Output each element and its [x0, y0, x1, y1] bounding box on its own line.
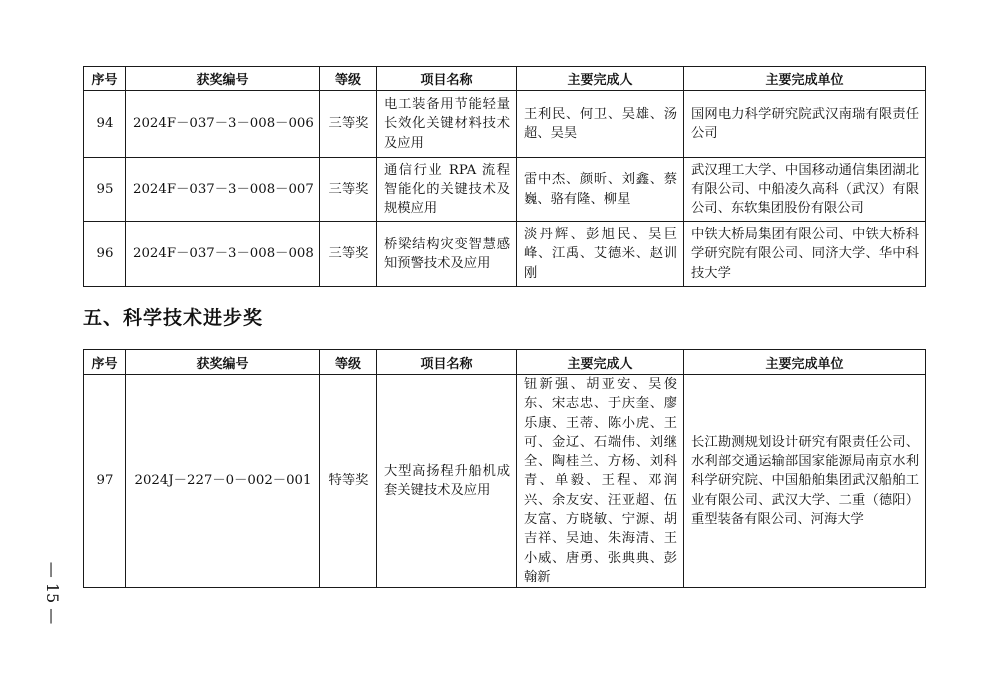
cell-index: 94 [84, 91, 126, 158]
header-award-code: 获奖编号 [126, 350, 320, 375]
header-award-level: 等级 [320, 67, 377, 91]
header-main-units: 主要完成单位 [684, 67, 926, 91]
section-title: 五、科学技术进步奖 [83, 307, 264, 329]
cell-award-level: 三等奖 [320, 91, 377, 158]
cell-award-code: 2024F－037－3－008－007 [126, 158, 320, 222]
cell-main-contributors: 淡丹辉、彭旭民、吴巨峰、江禹、艾德米、赵训刚 [517, 222, 684, 287]
table-body [84, 375, 926, 588]
table-header [84, 67, 926, 91]
header-project-name: 项目名称 [377, 67, 517, 91]
cell-main-contributors: 王利民、何卫、吴雄、汤超、吴昊 [517, 91, 684, 158]
cell-award-level: 三等奖 [320, 222, 377, 287]
cell-award-code: 2024F－037－3－008－008 [126, 222, 320, 287]
cell-index: 96 [84, 222, 126, 287]
cell-award-code: 2024J－227－0－002－001 [126, 375, 320, 588]
header-main-units: 主要完成单位 [684, 350, 926, 375]
table-row [84, 91, 926, 158]
page-number: — 15 — [43, 561, 62, 625]
cell-main-contributors: 雷中杰、颜昕、刘鑫、蔡巍、骆有隆、柳星 [517, 158, 684, 222]
cell-main-units: 长江勘测规划设计研究有限责任公司、水利部交通运输部国家能源局南京水利科学研究院、中国船舶集团武汉船舶工业有限公司、武汉大学、二重（德阳）重型装备有限公司、河海大学 [684, 375, 926, 588]
cell-main-units: 武汉理工大学、中国移动通信集团湖北有限公司、中船凌久高科（武汉）有限公司、东软集团股份有限公司 [684, 158, 926, 222]
cell-award-level: 三等奖 [320, 158, 377, 222]
award-table-science-progress [83, 349, 926, 588]
table-header [84, 350, 926, 375]
header-award-code: 获奖编号 [126, 67, 320, 91]
cell-main-contributors: 钮新强、胡亚安、吴俊东、宋志忠、于庆奎、廖乐康、王蒂、陈小虎、王可、金辽、石端伟、刘继全、陶桂兰、方杨、刘科青、单毅、王程、邓润兴、余友安、汪亚超、伍友富、方晓敏、宁源、胡吉祥、吴迪、朱海清、王小威、唐勇、张典典、彭翰新 [517, 375, 684, 588]
cell-main-units: 国网电力科学研究院武汉南瑞有限责任公司 [684, 91, 926, 158]
header-award-level: 等级 [320, 350, 377, 375]
header-main-contributors: 主要完成人 [517, 67, 684, 91]
header-project-name: 项目名称 [377, 350, 517, 375]
header-main-contributors: 主要完成人 [517, 350, 684, 375]
award-table-third-prize [83, 66, 926, 287]
header-row [84, 350, 926, 375]
table-row [84, 375, 926, 588]
cell-main-units: 中铁大桥局集团有限公司、中铁大桥科学研究院有限公司、同济大学、华中科技大学 [684, 222, 926, 287]
table-row [84, 222, 926, 287]
header-row [84, 67, 926, 91]
cell-index: 95 [84, 158, 126, 222]
header-index: 序号 [84, 67, 126, 91]
cell-award-level: 特等奖 [320, 375, 377, 588]
table-body [84, 91, 926, 287]
cell-project-name: 通信行业 RPA 流程智能化的关键技术及规模应用 [377, 158, 517, 222]
cell-award-code: 2024F－037－3－008－006 [126, 91, 320, 158]
cell-project-name: 桥梁结构灾变智慧感知预警技术及应用 [377, 222, 517, 287]
table-row [84, 158, 926, 222]
cell-project-name: 大型高扬程升船机成套关键技术及应用 [377, 375, 517, 588]
header-index: 序号 [84, 350, 126, 375]
cell-index: 97 [84, 375, 126, 588]
cell-project-name: 电工装备用节能轻量长效化关键材料技术及应用 [377, 91, 517, 158]
